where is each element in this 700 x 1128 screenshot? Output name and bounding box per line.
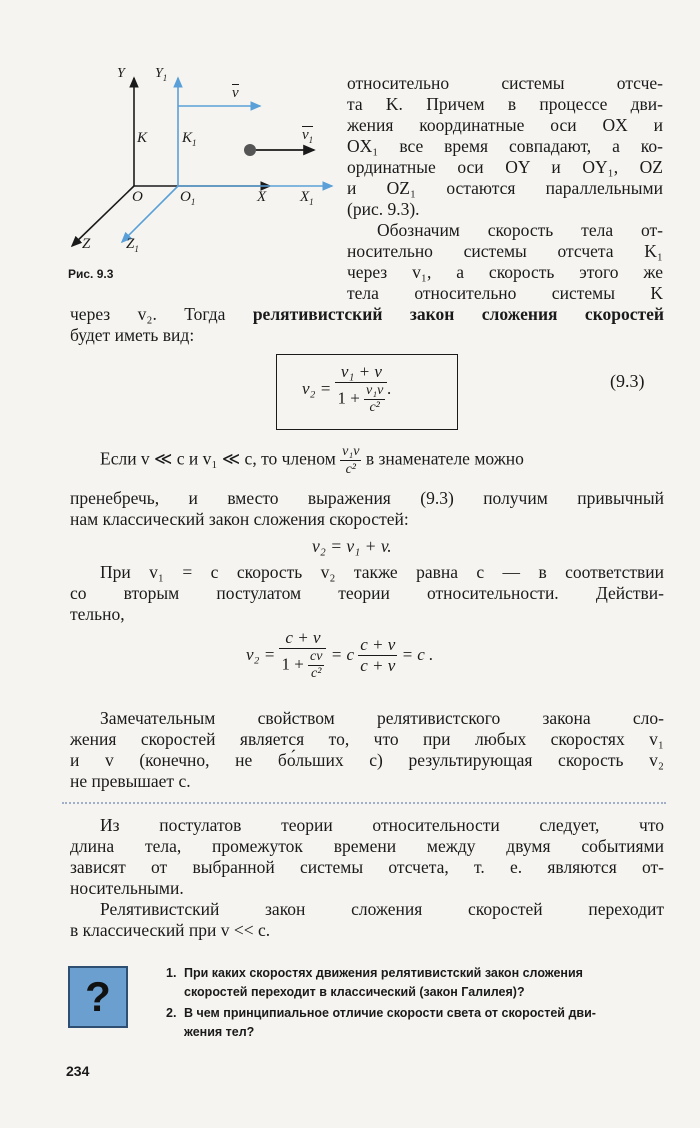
label-o1: $O_1$ bbox=[180, 189, 196, 207]
figure-9-3 bbox=[60, 62, 350, 262]
moving-body bbox=[244, 144, 256, 156]
label-k1: $K_1$ bbox=[182, 130, 197, 148]
condition-line: Если v ≪ c и v₁ ≪ c, то членом $\frac{\text{v₁v}}{\text{c²}}$ в знаменателе можно bbox=[100, 444, 524, 477]
figure-caption: Рис. 9.3 bbox=[68, 267, 114, 281]
dotted-divider bbox=[62, 802, 666, 804]
body-continuation: через v₂. Тогда релятивистский закон сложения скоростей будет иметь вид: bbox=[70, 304, 664, 345]
question-icon-box bbox=[68, 966, 128, 1028]
label-y1: $Y_1$ bbox=[155, 66, 168, 83]
summary-paragraph-2: Релятивистский закон сложения скоростей переходит в классический при v << c. bbox=[70, 899, 664, 940]
question-item: 2. В чем принципиальное отличие скорости света от скоростей дви- жения тел? bbox=[166, 1006, 596, 1039]
question-item: 1. При каких скоростях движения релятивистский закон сложения скоростей переходит в классический (закон Галилея)? bbox=[166, 966, 583, 999]
label-v1: $v_1$ bbox=[302, 127, 314, 145]
classic-law-formula: v₂ = v₁ + v. bbox=[312, 536, 392, 556]
remark-paragraph: Замечательным свойством релятивистского закона сло- жения скоростей является то, что при любых скоростях v₁ и v (конечно, не бо́льших c) результирующая скорость v₂ не превышает c. bbox=[70, 708, 664, 791]
label-x: X bbox=[257, 189, 267, 205]
side-paragraph-1: относительно системы отсче- та K. Причем в процессе дви- жения координатные оси OX и OX₁ все время совпадают, а ко- ординатные оси OY и OY₁, OZ и OZ₁ остаются параллельными (рис. 9.3). bbox=[347, 73, 663, 219]
side-paragraph-2: Обозначим скорость тела от- носительно системы отсчета K₁ через v₁, а скорость этого же тела относительно системы K bbox=[347, 220, 663, 303]
question-mark-icon: ? bbox=[85, 973, 111, 1020]
formula-speed-of-light: v₂ = c + v 1 + $\frac{cv}{\text{c²}}$ = c $\frac{c + v}{c + v}$ = c . bbox=[246, 628, 434, 681]
axis-z1-line bbox=[122, 186, 178, 242]
limit-paragraph: При v₁ = c скорость v₂ также равна c — в соответствии со вторым постулатом теории относительности. Действи- тельно, bbox=[70, 562, 664, 624]
questions-list bbox=[166, 964, 666, 1042]
label-x1: $X_1$ bbox=[300, 189, 314, 207]
label-v: v bbox=[232, 85, 239, 101]
formula-number: (9.3) bbox=[610, 371, 645, 391]
label-o: O bbox=[132, 189, 143, 205]
label-z: Z bbox=[82, 236, 91, 252]
page-number: 234 bbox=[66, 1063, 90, 1079]
label-k: K bbox=[137, 130, 148, 146]
label-z1: $Z_1$ bbox=[126, 236, 139, 254]
summary-paragraph-1: Из постулатов теории относительности следует, что длина тела, промежуток времени между двумя событиями зависят от выбранной системы отсчета, т. е. являются от- носительными. bbox=[70, 815, 664, 898]
label-y: Y bbox=[117, 66, 125, 81]
neglect-paragraph: пренебречь, и вместо выражения (9.3) получим привычный нам классический закон сложения скоростей: bbox=[70, 488, 664, 529]
formula-9-3: v₂ = v₁ + v 1 + $\frac{\text{v₁v}}{\text{c²}}$ . bbox=[302, 362, 392, 415]
